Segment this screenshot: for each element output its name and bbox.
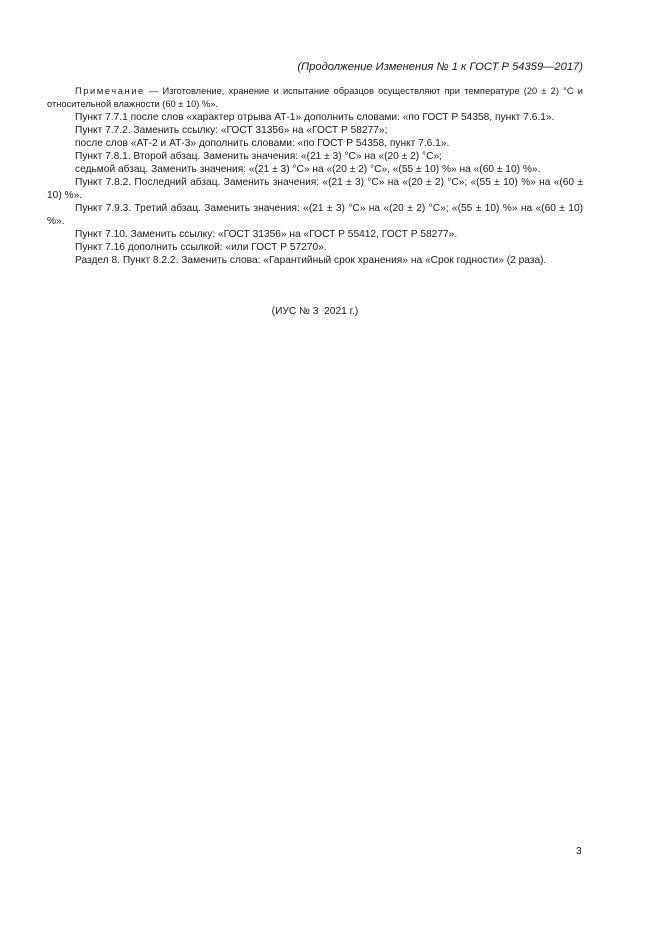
- paragraph-7-8-1: Пункт 7.8.1. Второй абзац. Заменить значения: «(21 ± 3) °C» на «(20 ± 2) °C»;: [75, 151, 442, 162]
- document-body: [47, 85, 583, 267]
- paragraph-7-7-1: Пункт 7.7.1 после слов «характер отрыва АТ-1» дополнить словами: «по ГОСТ Р 54358, пункт 7.6.1».: [75, 112, 555, 123]
- paragraph-7-9-3: Пункт 7.9.3. Третий абзац. Заменить значения: «(21 ± 3) °C» на «(20 ± 2) °C»; «(55 ± 10) %» на «(60 ± 10) %».: [47, 203, 583, 227]
- paragraph-7-7-2-continued: после слов «АТ-2 и АТ-3» дополнить словами: «по ГОСТ Р 54358, пункт 7.6.1».: [75, 138, 450, 149]
- paragraph-section-8: Раздел 8. Пункт 8.2.2. Заменить слова: «Гарантийный срок хранения» на «Срок годности» (2 раза).: [75, 255, 547, 266]
- paragraph-7-16: Пункт 7.16 дополнить ссылкой: «или ГОСТ Р 57270».: [75, 242, 327, 253]
- paragraph-7-7-2: Пункт 7.7.2. Заменить ссылку: «ГОСТ 31356» на «ГОСТ Р 58277»;: [75, 125, 388, 136]
- ius-stamp: (ИУС № 3 2021 г.): [271, 306, 359, 317]
- continuation-header: (Продолжение Изменения № 1 к ГОСТ Р 54359—2017): [297, 61, 583, 73]
- paragraph-7-8-1-seventh: седьмой абзац. Заменить значения: «(21 ± 3) °C» на «(20 ± 2) °C», «(55 ± 10) %» на «(60 ± 10) %».: [75, 164, 541, 175]
- note-paragraph: [47, 85, 583, 111]
- paragraph-7-10: Пункт 7.10. Заменить ссылку: «ГОСТ 31356» на «ГОСТ Р 55412, ГОСТ Р 58277».: [75, 229, 458, 240]
- note-label: Примечание: [75, 86, 145, 96]
- note-text: — Изготовление, хранение и испытание образцов осуществляют при температуре (20 ± 2) °C и относительной влажности (60 ± 10) %».: [47, 86, 583, 109]
- page-number: 3: [576, 846, 582, 857]
- paragraph-7-8-2: Пункт 7.8.2. Последний абзац. Заменить значения: «(21 ± 3) °C» на «(20 ± 2) °C»; «(55 ± 10) %» на «(60 ± 10) %».: [47, 177, 583, 201]
